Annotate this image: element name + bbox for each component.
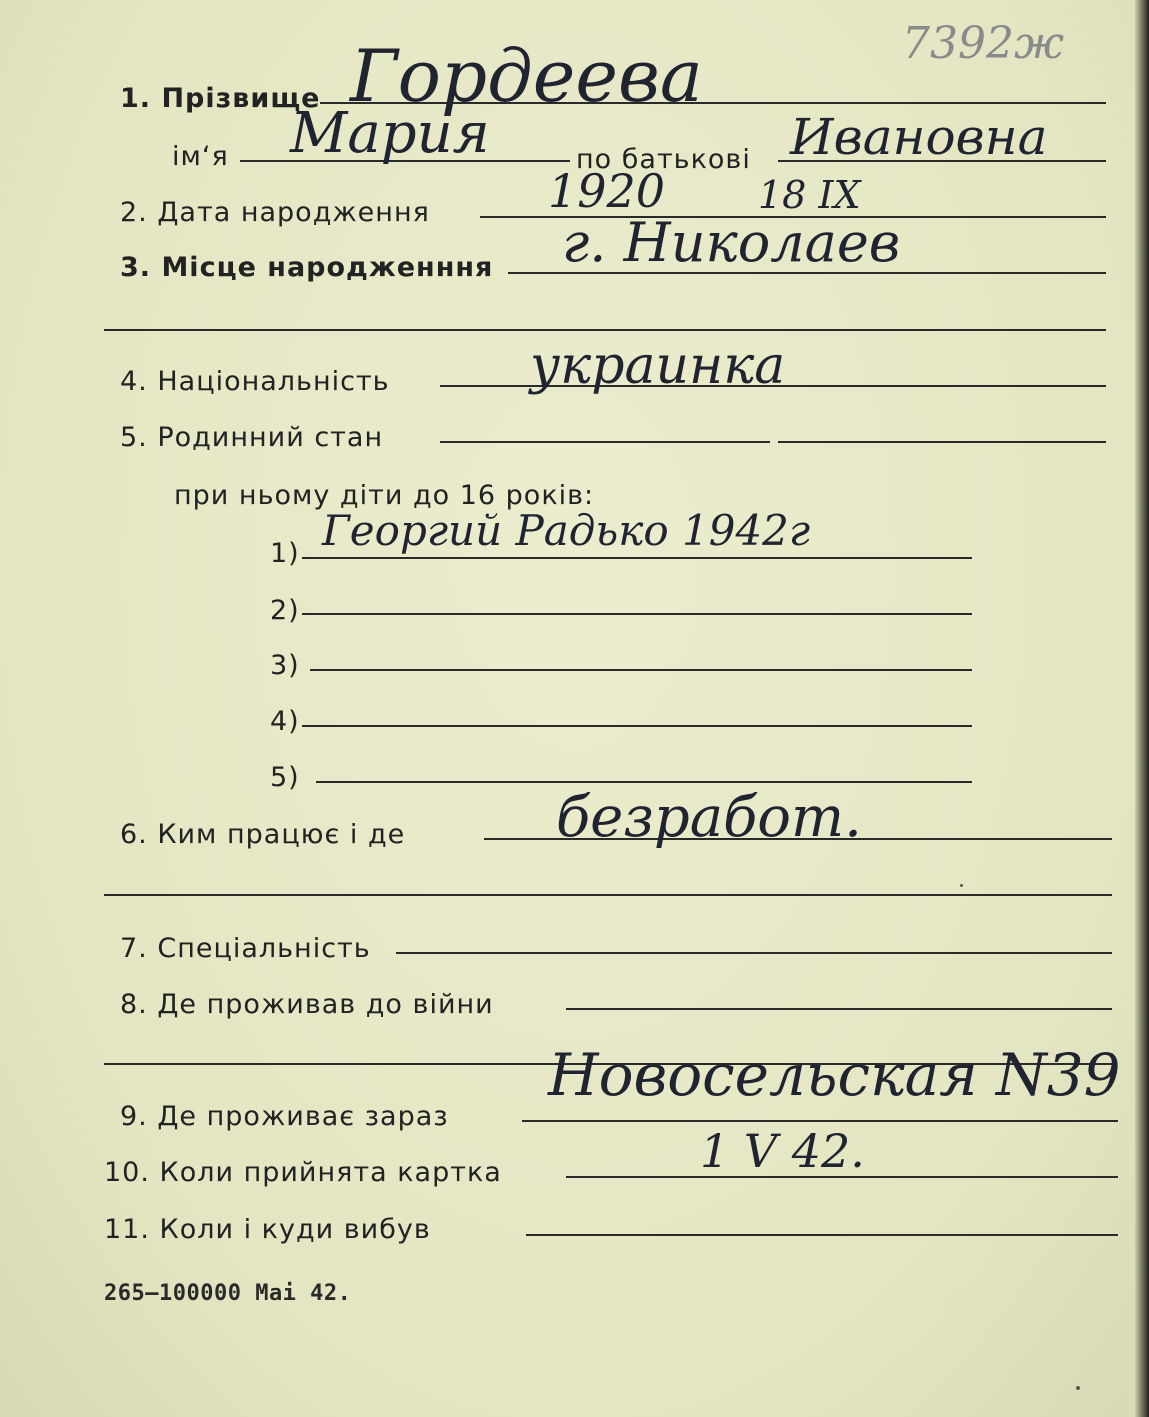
child-2-line	[302, 613, 972, 615]
specialty-label: 7. Спеціальність	[120, 933, 371, 964]
record-number: 7392ж	[902, 18, 1064, 69]
current-address-label: 9. Де проживає зараз	[120, 1101, 449, 1132]
birth-day-value: 18 IX	[758, 173, 861, 217]
work-continuation-line	[104, 894, 1112, 896]
child-1-label: 1)	[270, 538, 300, 569]
paper-speck	[1076, 1386, 1080, 1390]
prewar-label: 8. Де проживав до війни	[120, 989, 494, 1020]
work-label: 6. Ким працює і де	[120, 819, 406, 850]
prewar-line	[566, 1008, 1112, 1010]
children-label: при ньому діти до 16 років:	[174, 480, 595, 511]
child-3-label: 3)	[270, 650, 300, 681]
child-1-value: Георгий Радько 1942г	[322, 506, 811, 555]
child-2-label: 2)	[270, 595, 300, 626]
patronymic-label: по батькові	[576, 144, 751, 175]
current-address-value: Новосельская N39	[548, 1041, 1121, 1109]
card-edge-shadow	[1135, 0, 1149, 1417]
marital-line-b	[778, 441, 1106, 443]
birth-place-value: г. Николаев	[562, 211, 901, 274]
card-date-label: 10. Коли прийнята картка	[104, 1157, 502, 1188]
birth-place-label: 3. Місце народженння	[120, 252, 494, 283]
patronymic-value: Ивановна	[790, 108, 1048, 166]
marital-line-a	[440, 441, 770, 443]
paper-speck	[960, 884, 963, 887]
birth-year-value: 1920	[548, 164, 666, 218]
child-5-label: 5)	[270, 762, 300, 793]
birth-place-continuation-line	[104, 329, 1106, 331]
surname-value: Гордеева	[350, 34, 703, 118]
child-1-line	[302, 557, 972, 559]
departed-line	[526, 1234, 1118, 1236]
departed-label: 11. Коли і куди вибув	[104, 1214, 431, 1245]
name-label: ім‘я	[172, 141, 229, 172]
birth-date-label: 2. Дата народження	[120, 197, 430, 228]
child-4-label: 4)	[270, 706, 300, 737]
child-5-line	[316, 781, 972, 783]
print-code: 265—100000 Mai 42.	[104, 1281, 352, 1306]
current-address-line	[522, 1120, 1118, 1122]
nationality-value: украинка	[530, 336, 786, 396]
card-date-value: 1 V 42.	[700, 1124, 865, 1178]
work-value: безработ.	[556, 785, 862, 850]
marital-label: 5. Родинний стан	[120, 422, 384, 453]
nationality-label: 4. Національність	[120, 366, 390, 397]
child-3-line	[310, 669, 972, 671]
surname-label: 1. Прізвище	[120, 83, 321, 114]
specialty-line	[396, 952, 1112, 954]
child-4-line	[302, 725, 972, 727]
name-value: Мария	[290, 101, 490, 166]
